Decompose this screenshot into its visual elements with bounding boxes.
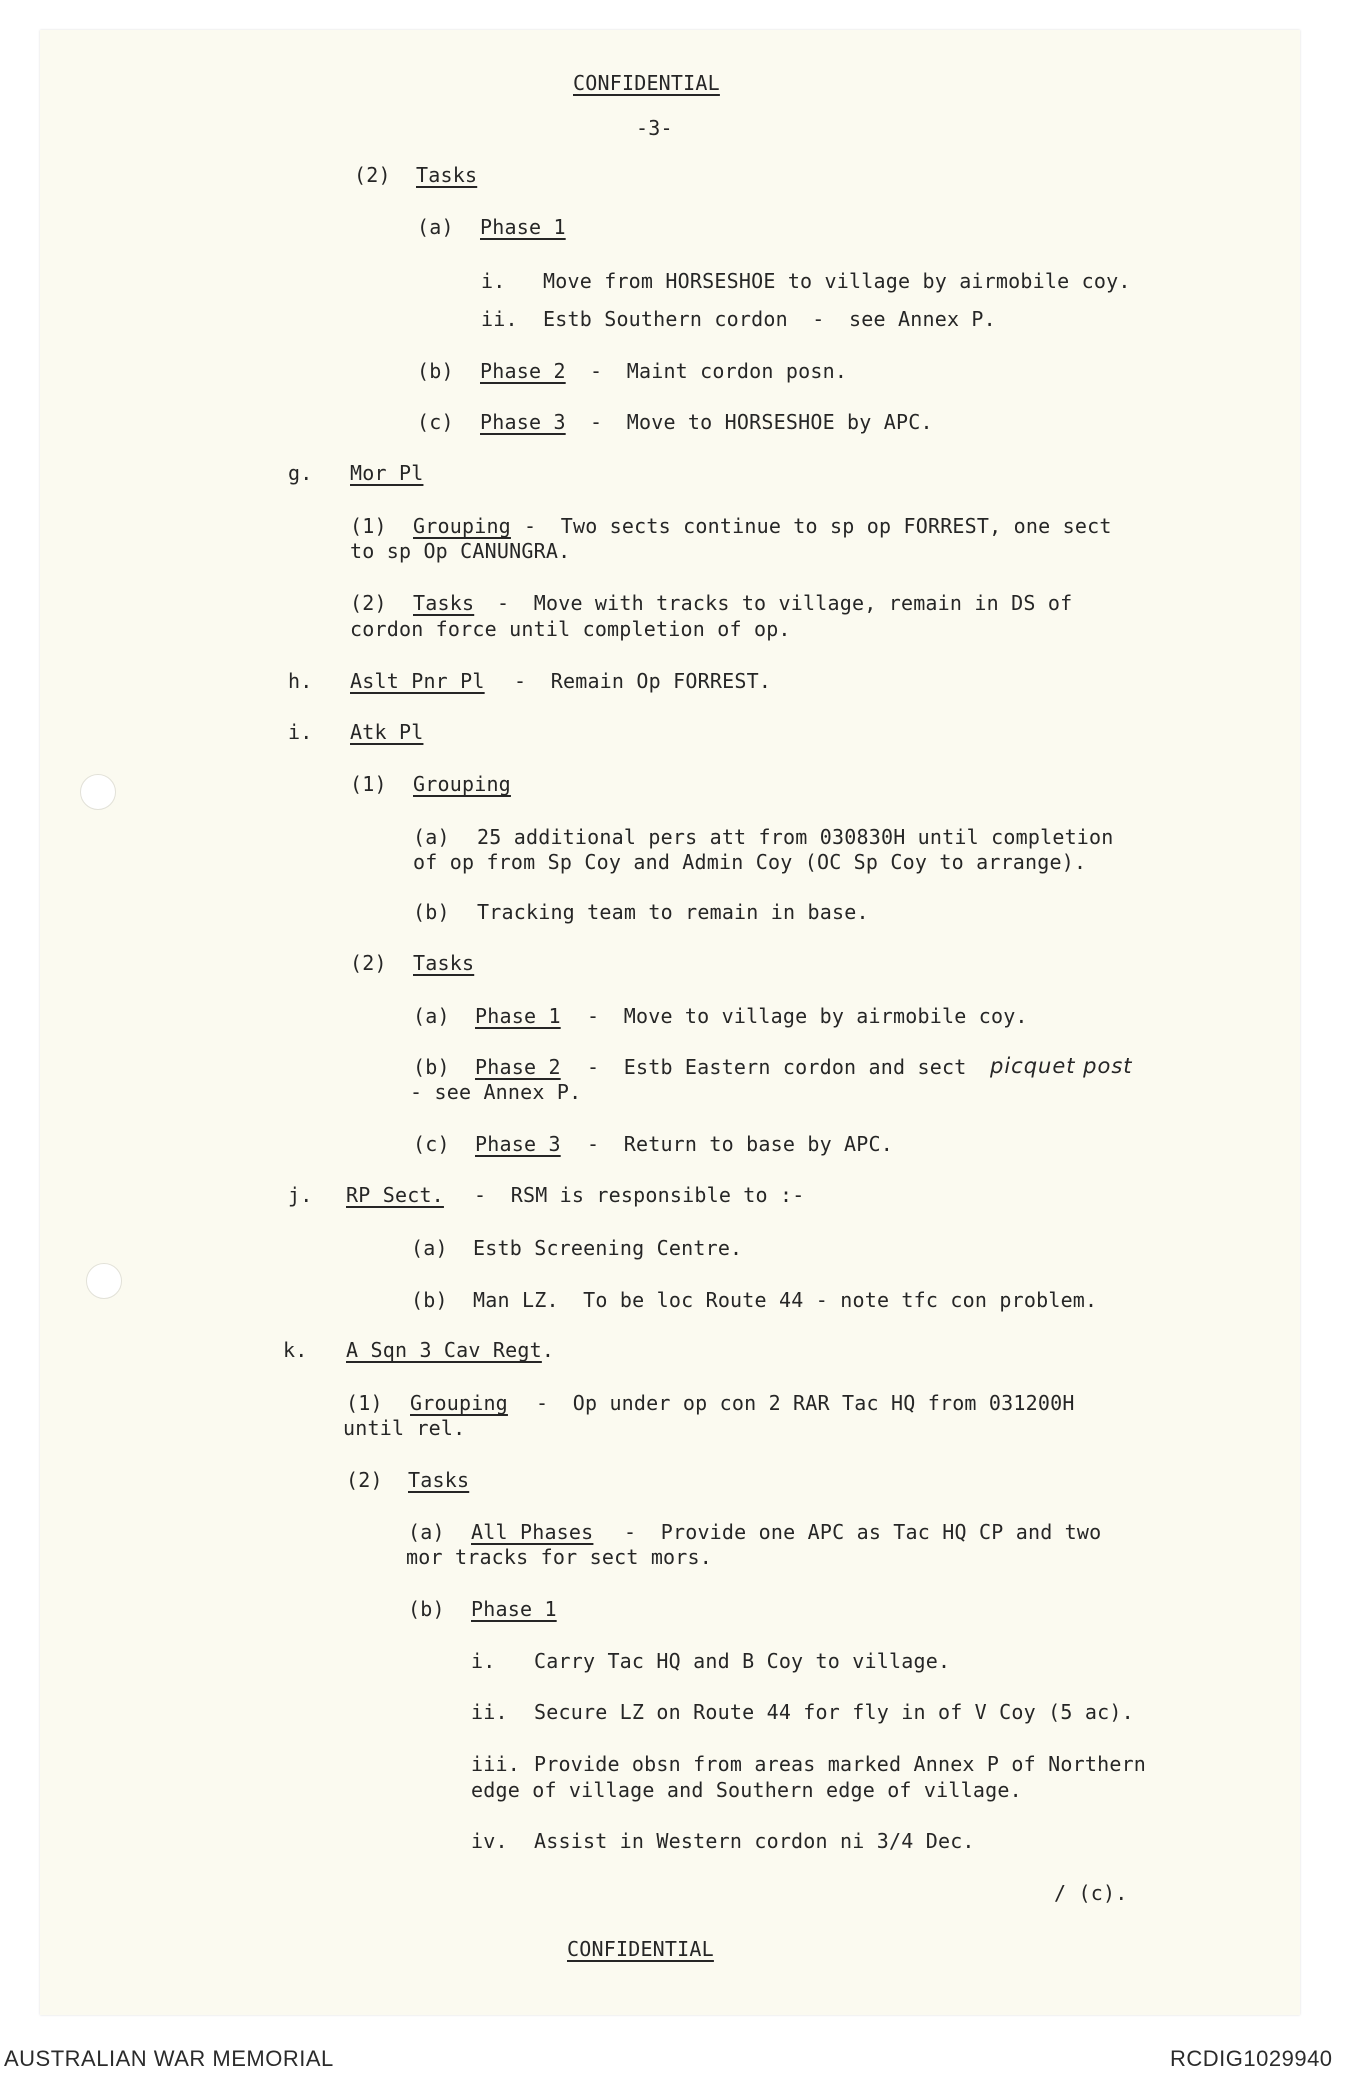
para-h-title: Aslt Pnr Pl xyxy=(350,669,485,693)
classification-footer: CONFIDENTIAL xyxy=(567,1937,714,1961)
k-p1-ii-text: Secure LZ on Route 44 for fly in of V Coy (5 ac). xyxy=(534,1700,1134,1724)
i-g-b-num: (b) xyxy=(413,900,450,924)
k-t-a-label: All Phases xyxy=(471,1520,594,1544)
task-b-label: Phase 2 xyxy=(480,359,566,383)
i-t-c-text: - Return to base by APC. xyxy=(587,1132,894,1156)
i-g-a-line2: of op from Sp Coy and Admin Coy (OC Sp Coy to arrange). xyxy=(413,850,1087,874)
para-h-letter: h. xyxy=(288,669,313,693)
k-p1-ii-num: ii. xyxy=(471,1700,508,1724)
i-tasks-label: Tasks xyxy=(413,951,475,975)
task-c-text: - Move to HORSESHOE by APC. xyxy=(590,410,933,434)
k-p1-iii-line1: Provide obsn from areas marked Annex P of Northern xyxy=(534,1752,1147,1776)
para-j-title: RP Sect. xyxy=(346,1183,444,1207)
g-tasks-num: (2) xyxy=(350,591,387,615)
j-a-num: (a) xyxy=(411,1236,448,1260)
tasks-2-num: (2) xyxy=(354,163,391,187)
para-k-title-end: . xyxy=(541,1338,555,1362)
g-grouping-line2: to sp Op CANUNGRA. xyxy=(350,539,571,563)
i-grouping-num: (1) xyxy=(350,772,387,796)
k-p1-iii-line2: edge of village and Southern edge of village. xyxy=(471,1778,1022,1802)
task-a-i-text: Move from HORSESHOE to village by airmobile coy. xyxy=(543,269,1131,293)
j-a-text: Estb Screening Centre. xyxy=(473,1236,743,1260)
para-h-text: - Remain Op FORREST. xyxy=(514,669,772,693)
task-a-i-num: i. xyxy=(481,269,506,293)
tasks-2-label: Tasks xyxy=(416,163,478,187)
k-grouping-label: Grouping xyxy=(410,1391,508,1415)
g-tasks-line1: - Move with tracks to village, remain in DS of xyxy=(497,591,1073,615)
i-t-a-text: - Move to village by airmobile coy. xyxy=(587,1004,1028,1028)
g-grouping-num: (1) xyxy=(350,514,387,538)
g-grouping-label: Grouping xyxy=(413,514,511,538)
i-t-b-line2: - see Annex P. xyxy=(410,1080,582,1104)
classification-header: CONFIDENTIAL xyxy=(573,71,720,95)
i-g-a-line1: 25 additional pers att from 030830H until completion xyxy=(477,825,1114,849)
task-c-num: (c) xyxy=(417,410,454,434)
para-j-letter: j. xyxy=(288,1183,313,1207)
para-i-letter: i. xyxy=(288,720,313,744)
i-t-a-num: (a) xyxy=(413,1004,450,1028)
para-i-title: Atk Pl xyxy=(350,720,424,744)
task-a-label: Phase 1 xyxy=(480,215,566,239)
handwritten-annotation: picquet post xyxy=(990,1054,1133,1078)
page-number: -3- xyxy=(636,116,673,140)
k-tasks-num: (2) xyxy=(346,1468,383,1492)
task-b-text: - Maint cordon posn. xyxy=(590,359,848,383)
task-c-label: Phase 3 xyxy=(480,410,566,434)
para-j-text: - RSM is responsible to :- xyxy=(474,1183,805,1207)
task-a-ii-text: Estb Southern cordon - see Annex P. xyxy=(543,307,996,331)
j-b-num: (b) xyxy=(411,1288,448,1312)
k-p1-iii-num: iii. xyxy=(471,1752,520,1776)
archive-label-left: AUSTRALIAN WAR MEMORIAL xyxy=(4,2046,334,2071)
g-tasks-line2: cordon force until completion of op. xyxy=(350,617,791,641)
archive-label-right: RCDIG1029940 xyxy=(1170,2046,1333,2071)
i-t-a-label: Phase 1 xyxy=(475,1004,561,1028)
k-p1-i-text: Carry Tac HQ and B Coy to village. xyxy=(534,1649,951,1673)
para-k-letter: k. xyxy=(283,1338,308,1362)
i-tasks-num: (2) xyxy=(350,951,387,975)
i-t-b-text: - Estb Eastern cordon and sect xyxy=(587,1055,967,1079)
k-grouping-num: (1) xyxy=(346,1391,383,1415)
punch-hole-top xyxy=(80,774,116,810)
para-k-title: A Sqn 3 Cav Regt xyxy=(346,1338,542,1362)
i-t-b-label: Phase 2 xyxy=(475,1055,561,1079)
punch-hole-bottom xyxy=(86,1263,122,1299)
k-t-a-line2: mor tracks for sect mors. xyxy=(406,1545,713,1569)
g-tasks-label: Tasks xyxy=(413,591,475,615)
k-p1-i-num: i. xyxy=(471,1649,496,1673)
task-a-num: (a) xyxy=(417,215,454,239)
i-g-a-num: (a) xyxy=(413,825,450,849)
k-grouping-line1: - Op under op con 2 RAR Tac HQ from 031200H xyxy=(536,1391,1075,1415)
i-t-b-num: (b) xyxy=(413,1055,450,1079)
k-p1-iv-text: Assist in Western cordon ni 3/4 Dec. xyxy=(534,1829,975,1853)
i-g-b-text: Tracking team to remain in base. xyxy=(477,900,869,924)
k-grouping-line2: until rel. xyxy=(343,1416,466,1440)
k-p1-iv-num: iv. xyxy=(471,1829,508,1853)
continuation-marker: / (c). xyxy=(1054,1881,1128,1905)
task-a-ii-num: ii. xyxy=(481,307,518,331)
k-t-b-num: (b) xyxy=(408,1597,445,1621)
k-t-b-label: Phase 1 xyxy=(471,1597,557,1621)
k-tasks-label: Tasks xyxy=(408,1468,470,1492)
para-k-title-wrap xyxy=(346,1337,554,1363)
i-grouping-label: Grouping xyxy=(413,772,511,796)
i-t-c-label: Phase 3 xyxy=(475,1132,561,1156)
k-t-a-line1: - Provide one APC as Tac HQ CP and two xyxy=(624,1520,1102,1544)
j-b-text: Man LZ. To be loc Route 44 - note tfc con problem. xyxy=(473,1288,1098,1312)
para-g-title: Mor Pl xyxy=(350,461,424,485)
g-grouping-line1: - Two sects continue to sp op FORREST, one sect xyxy=(524,514,1112,538)
para-g-letter: g. xyxy=(288,461,313,485)
k-t-a-num: (a) xyxy=(408,1520,445,1544)
i-t-c-num: (c) xyxy=(413,1132,450,1156)
task-b-num: (b) xyxy=(417,359,454,383)
